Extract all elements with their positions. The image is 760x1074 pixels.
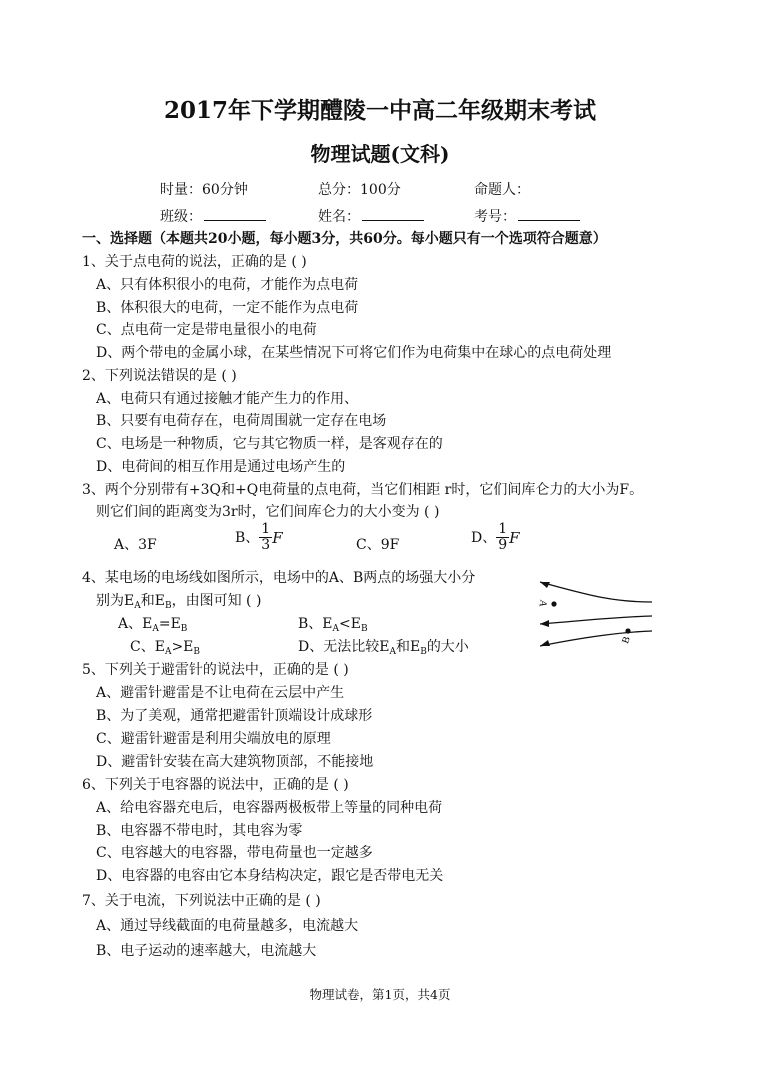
q7-option-a: A、通过导线截面的电荷量越多，电流越大 — [96, 918, 359, 934]
q5-option-b: B、为了美观，通常把避雷针顶端设计成球形 — [96, 708, 373, 724]
number-blank — [518, 206, 580, 221]
number-field — [474, 206, 580, 227]
point-a-label: A — [536, 598, 549, 608]
class-field — [160, 206, 266, 227]
arrow-head-middle — [540, 620, 549, 627]
field-line-bottom — [540, 631, 652, 646]
q4-stem-line1: 4、某电场的电场线如图所示，电场中的A、B两点的场强大小分 — [82, 570, 476, 586]
q2-option-c: C、电场是一种物质，它与其它物质一样，是客观存在的 — [96, 436, 443, 452]
class-label: 班级： — [160, 209, 202, 225]
point-a — [551, 601, 556, 606]
q4-option-b: B、$E_A<E_B$ — [298, 616, 368, 634]
exam-subtitle: 物理试题(文科) — [310, 142, 450, 166]
q3-option-d-fraction: $\frac{1}{9}$ — [498, 521, 508, 553]
arrow-head-bottom — [540, 640, 550, 646]
q2-option-a: A、电荷只有通过接触才能产生力的作用、 — [96, 391, 359, 407]
q7-option-b: B、电子运动的速率越大，电流越大 — [96, 943, 317, 959]
q2-stem: 2、下列说法错误的是 ( ) — [82, 368, 237, 384]
q5-option-a: A、避雷针避雷是不让电荷在云层中产生 — [96, 685, 345, 701]
q4-option-a: A、$E_A=E_B$ — [118, 616, 188, 634]
q2-option-d: D、电荷间的相互作用是通过电场产生的 — [96, 459, 346, 475]
time-info: 时量：60分钟 — [160, 182, 248, 198]
q6-option-a: A、给电容器充电后，电容器两极板带上等量的同种电荷 — [96, 800, 443, 816]
number-label: 考号： — [474, 209, 516, 225]
author-info: 命题人： — [474, 182, 530, 198]
q6-stem: 6、下列关于电容器的说法中，正确的是 ( ) — [82, 777, 349, 793]
q4-option-d: D、无法比较$E_A$和$E_B$的大小 — [298, 639, 469, 657]
q3-option-d: D、 $\frac{1}{9}$ F — [471, 521, 520, 553]
name-field — [318, 206, 424, 227]
q3-option-b-fraction: $\frac{1}{3}$ — [261, 521, 271, 553]
arrow-head-top — [540, 582, 550, 588]
field-line-middle — [540, 616, 652, 624]
q1-option-c: C、点电荷一定是带电量很小的电荷 — [96, 322, 317, 338]
q5-option-c: C、避雷针避雷是利用尖端放电的原理 — [96, 731, 331, 747]
field-line-top — [540, 582, 652, 602]
point-b-label: B — [620, 635, 633, 646]
q1-stem: 1、关于点电荷的说法，正确的是 ( ) — [82, 254, 307, 270]
q7-stem: 7、关于电流，下列说法中正确的是 ( ) — [82, 893, 321, 909]
name-label: 姓名： — [318, 209, 360, 225]
q1-option-b: B、体积很大的电荷，一定不能作为点电荷 — [96, 300, 359, 316]
field-line-diagram — [530, 574, 660, 654]
exam-title: 2017年下学期醴陵一中高二年级期末考试 — [163, 97, 596, 124]
q6-option-d: D、电容器的电容由它本身结构决定，跟它是否带电无关 — [96, 868, 444, 884]
q4-stem-line2: 别为$E_A$和$E_B$，由图可知 ( ) — [96, 593, 262, 611]
section-heading: 一、选择题（本题共20小题，每小题3分，共60分。每小题只有一个选项符合题意） — [82, 231, 607, 247]
q3-stem-line2: 则它们间的距离变为3r时，它们间库仑力的大小变为 ( ) — [96, 504, 440, 520]
q1-option-d: D、两个带电的金属小球，在某些情况下可将它们作为电荷集中在球心的点电荷处理 — [96, 345, 612, 361]
q4-option-c: C、$E_A>E_B$ — [130, 639, 201, 657]
q6-option-c: C、电容越大的电容器，带电荷量也一定越多 — [96, 845, 373, 861]
q3-option-a: A、3F — [114, 537, 157, 553]
q6-option-b: B、电容器不带电时，其电容为零 — [96, 823, 303, 839]
q5-option-d: D、避雷针安装在高大建筑物顶部，不能接地 — [96, 754, 374, 770]
q5-stem: 5、下列关于避雷针的说法中，正确的是 ( ) — [82, 662, 349, 678]
score-info: 总分：100分 — [318, 182, 401, 198]
page-footer: 物理试卷，第1页，共4页 — [309, 987, 451, 1002]
name-blank — [362, 206, 424, 221]
q3-option-b: B、 $\frac{1}{3}$ F — [235, 521, 283, 553]
q1-option-a: A、只有体积很小的电荷，才能作为点电荷 — [96, 277, 359, 293]
q3-stem-line1: 3、两个分别带有+3Q和+Q电荷量的点电荷，当它们相距 r时，它们间库仑力的大小为F。 — [82, 482, 644, 498]
q2-option-b: B、只要有电荷存在，电荷周围就一定存在电场 — [96, 413, 387, 429]
q3-option-c: C、9F — [356, 537, 400, 553]
point-b — [625, 628, 630, 633]
class-blank — [204, 206, 266, 221]
